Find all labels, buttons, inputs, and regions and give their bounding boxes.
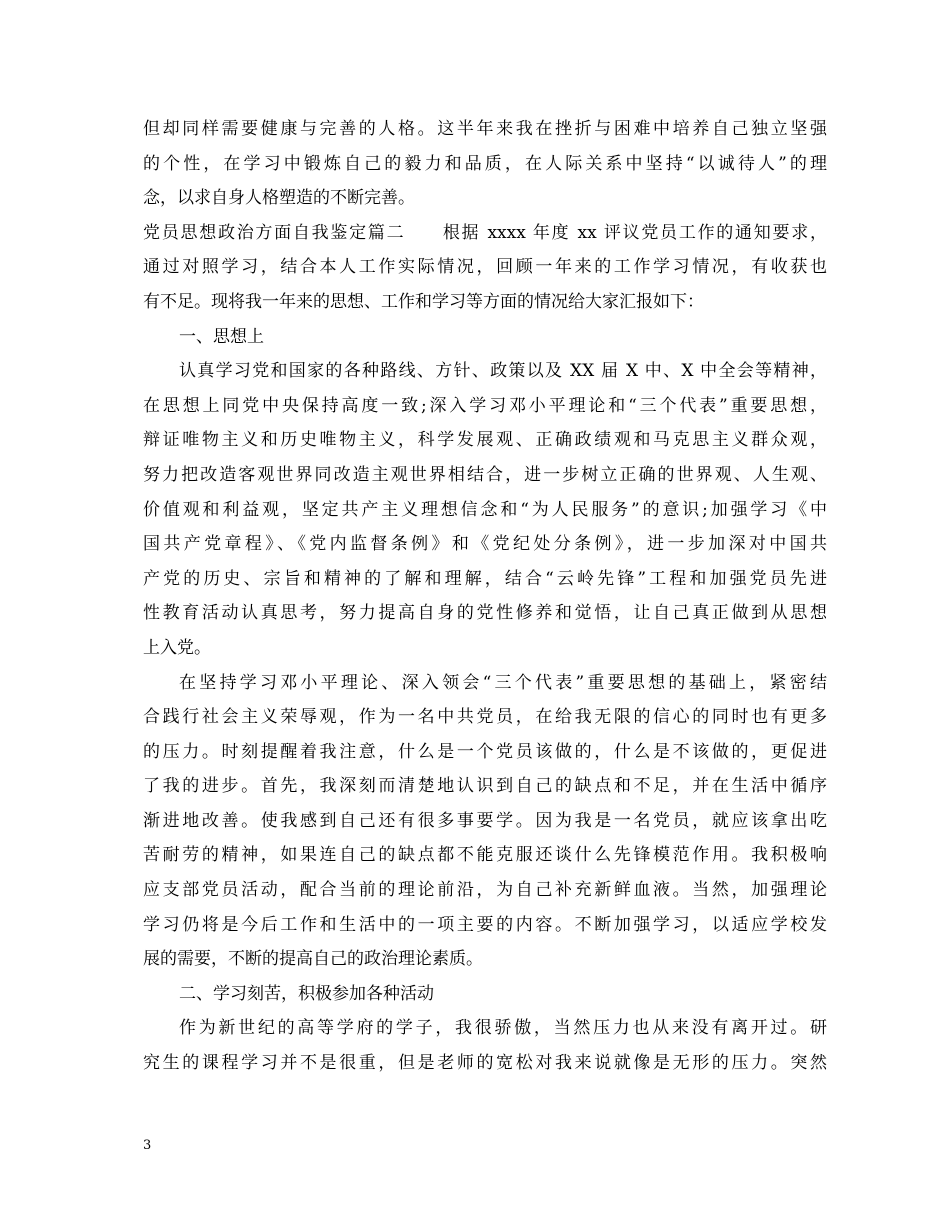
text-line: 究生的课程学习并不是很重，但是老师的宽松对我来说就像是无形的压力。突然 <box>143 1053 827 1074</box>
text-line: 念，以求自身人格塑造的不断完善。 <box>143 188 415 209</box>
text-line: 的压力。时刻提醒着我注意，什么是一个党员该做的，什么是不该做的，更促进 <box>143 741 827 762</box>
text-line: 性教育活动认真思考，努力提高自身的党性修养和觉悟，让自己真正做到从思想 <box>143 603 827 624</box>
text-line: 了我的进步。首先，我深刻而清楚地认识到自己的缺点和不足，并在生活中循序 <box>143 776 827 797</box>
text-line: 努力把改造客观世界同改造主观世界相结合，进一步树立正确的世界观、人生观、 <box>143 464 827 485</box>
text-line: 苦耐劳的精神，如果连自己的缺点都不能克服还谈什么先锋模范作用。我积极响 <box>143 845 827 866</box>
text-line: 国共产党章程》、《党内监督条例》和《党纪处分条例》，进一步加深对中国共 <box>143 534 827 555</box>
body-text <box>143 112 827 1081</box>
text-line: 党员思想政治方面自我鉴定篇二 根据 xxxx 年度 xx 评议党员工作的通知要求， <box>143 222 827 243</box>
text-line: 合践行社会主义荣辱观，作为一名中共党员，在给我无限的信心的同时也有更多 <box>143 707 827 728</box>
text-line: 学习仍将是今后工作和生活中的一项主要的内容。不断加强学习，以适应学校发 <box>143 914 827 935</box>
text-line: 产党的历史、宗旨和精神的了解和理解，结合“云岭先锋”工程和加强党员先进 <box>143 568 827 589</box>
text-line: 辩证唯物主义和历史唯物主义，科学发展观、正确政绩观和马克思主义群众观， <box>143 430 827 451</box>
text-line: 认真学习党和国家的各种路线、方针、政策以及 XX 届 X 中、X 中全会等精神， <box>179 361 827 382</box>
text-line: 作为新世纪的高等学府的学子，我很骄傲，当然压力也从来没有离开过。研 <box>179 1018 827 1039</box>
text-line: 渐进地改善。使我感到自己还有很多事要学。因为我是一名党员，就应该拿出吃 <box>143 810 827 831</box>
text-line: 有不足。现将我一年来的思想、工作和学习等方面的情况给大家汇报如下： <box>143 291 704 312</box>
text-line: 的个性，在学习中锻炼自己的毅力和品质，在人际关系中坚持“以诚待人”的理 <box>143 153 827 174</box>
text-line: 在坚持学习邓小平理论、深入领会“三个代表”重要思想的基础上，紧密结 <box>179 672 827 693</box>
text-line: 价值观和利益观，坚定共产主义理想信念和“为人民服务”的意识;加强学习《中 <box>143 499 827 520</box>
text-line: 通过对照学习，结合本人工作实际情况，回顾一年来的工作学习情况，有收获也 <box>143 257 827 278</box>
text-line: 一、思想上 <box>179 326 264 347</box>
text-line: 但却同样需要健康与完善的人格。这半年来我在挫折与困难中培养自己独立坚强 <box>143 119 827 139</box>
text-line: 二、学习刻苦，积极参加各种活动 <box>179 983 434 1004</box>
text-line: 上入党。 <box>143 637 211 658</box>
text-line: 展的需要，不断的提高自己的政治理论素质。 <box>143 949 483 970</box>
page-number: 3 <box>143 1138 152 1153</box>
text-line: 应支部党员活动，配合当前的理论前沿，为自己补充新鲜血液。当然，加强理论 <box>143 880 827 901</box>
text-line: 在思想上同党中央保持高度一致;深入学习邓小平理论和“三个代表”重要思想， <box>143 395 827 416</box>
